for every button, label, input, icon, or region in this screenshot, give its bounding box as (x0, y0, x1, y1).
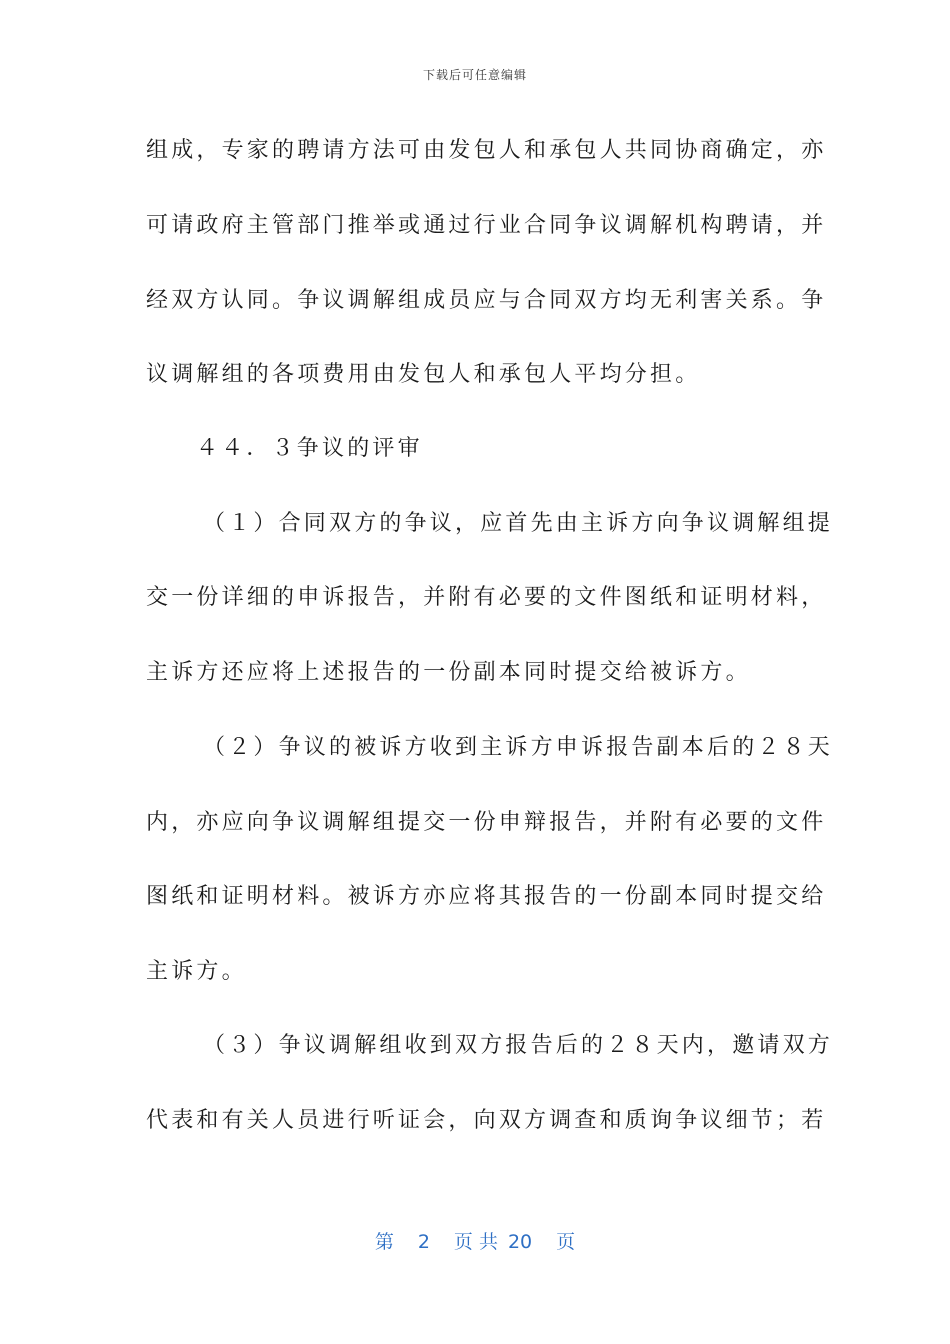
paragraph-line: 经双方认同。争议调解组成员应与合同双方均无利害关系。争 (146, 288, 827, 313)
footer-suffix: 页 (556, 1231, 576, 1253)
page-total: 20 (507, 1231, 533, 1253)
section-heading: ４４．３争议的评审 (196, 436, 423, 461)
page-footer (0, 1227, 950, 1254)
paragraph-line: 内，亦应向争议调解组提交一份申辩报告，并附有必要的文件 (146, 810, 827, 835)
footer-middle: 页 共 (453, 1231, 498, 1253)
paragraph-line: 代表和有关人员进行听证会，向双方调查和质询争议细节；若 (146, 1108, 827, 1133)
paragraph-line: （３）争议调解组收到双方报告后的２８天内，邀请双方 (203, 1033, 834, 1058)
paragraph-line: 组成，专家的聘请方法可由发包人和承包人共同协商确定，亦 (146, 138, 827, 163)
paragraph-line: 主诉方。 (146, 959, 247, 984)
page-number: 2 (417, 1231, 430, 1253)
paragraph-line: 可请政府主管部门推举或通过行业合同争议调解机构聘请，并 (146, 213, 827, 238)
header-note: 下载后可任意编辑 (422, 68, 527, 82)
paragraph-line: 交一份详细的申诉报告，并附有必要的文件图纸和证明材料， (146, 585, 827, 610)
paragraph-line: 议调解组的各项费用由发包人和承包人平均分担。 (146, 362, 701, 387)
paragraph-line: （２）争议的被诉方收到主诉方申诉报告副本后的２８天 (203, 735, 834, 760)
paragraph-line: （１）合同双方的争议，应首先由主诉方向争议调解组提 (203, 511, 834, 536)
paragraph-line: 主诉方还应将上述报告的一份副本同时提交给被诉方。 (146, 660, 751, 685)
footer-prefix: 第 (374, 1231, 394, 1253)
paragraph-line: 图纸和证明材料。被诉方亦应将其报告的一份副本同时提交给 (146, 884, 827, 909)
